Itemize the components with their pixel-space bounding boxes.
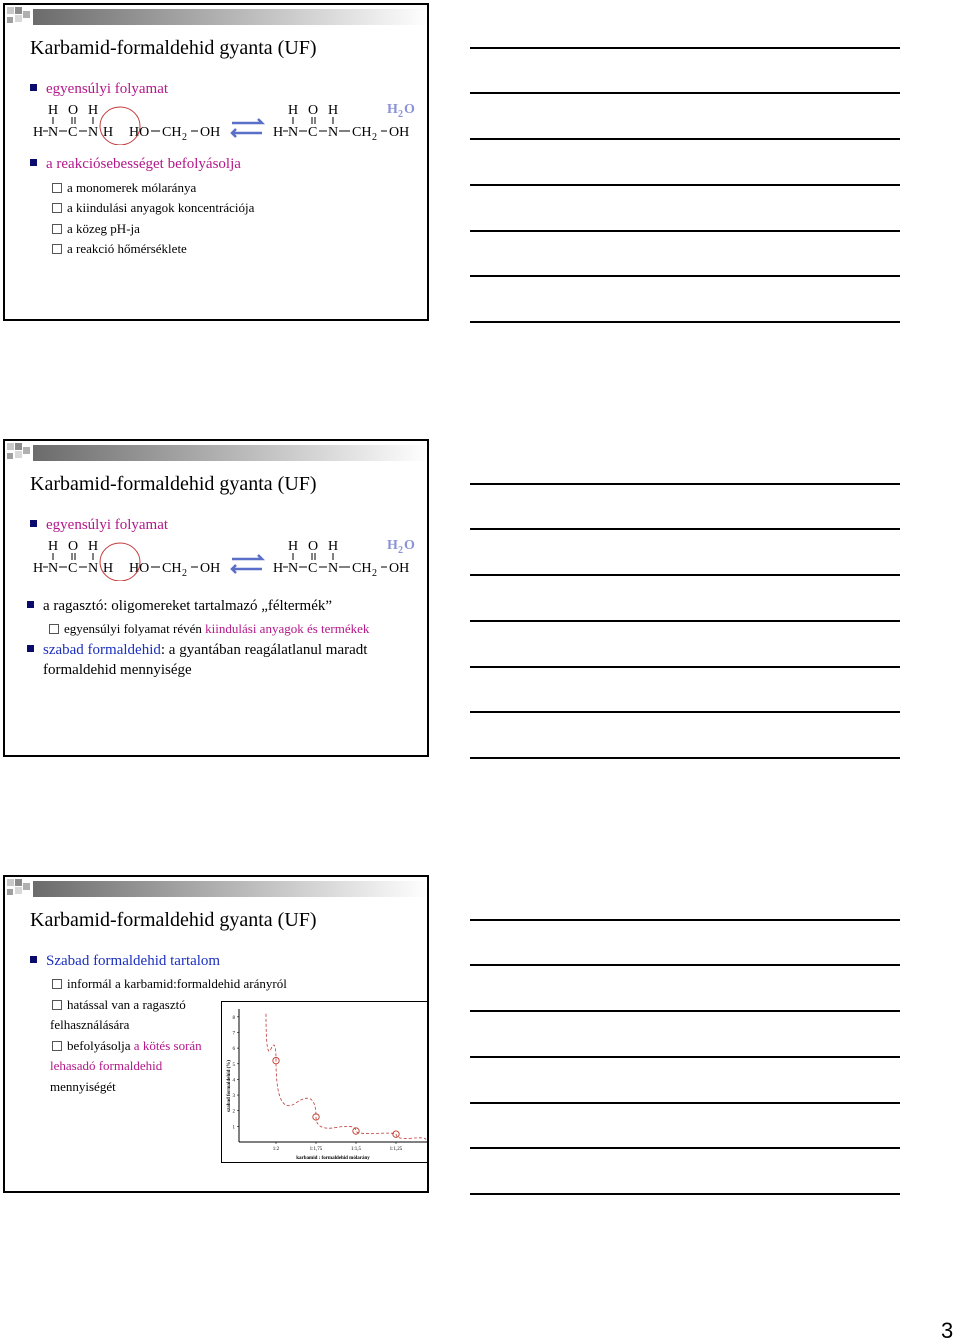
svg-text:H: H — [88, 539, 99, 554]
reaction-equation — [30, 99, 429, 145]
svg-text:N: N — [328, 125, 339, 140]
svg-text:OH: OH — [200, 561, 221, 576]
y-tick-label: 6 — [232, 1047, 235, 1053]
svg-text:H: H — [387, 102, 398, 117]
svg-text:C: C — [68, 125, 78, 140]
svg-text:2: 2 — [182, 568, 187, 579]
slide-title: Karbamid-formaldehid gyanta (UF) — [30, 909, 317, 931]
svg-text:C: C — [308, 125, 318, 140]
slide-title: Karbamid-formaldehid gyanta (UF) — [30, 473, 317, 495]
y-tick-label: 3 — [232, 1094, 235, 1100]
svg-text:H: H — [273, 125, 284, 140]
svg-text:CH: CH — [162, 125, 182, 140]
svg-text:H: H — [288, 103, 299, 118]
sub-item: egyensúlyi folyamat révén kiindulási anyagok és termékek — [49, 621, 369, 637]
svg-text:2: 2 — [398, 545, 403, 556]
svg-text:N: N — [328, 561, 339, 576]
svg-text:N: N — [48, 561, 59, 576]
svg-text:H: H — [48, 539, 59, 554]
svg-text:N: N — [88, 125, 99, 140]
svg-text:C: C — [68, 561, 78, 576]
svg-text:H: H — [33, 125, 44, 140]
x-tick-label: 1:1,25 — [389, 1147, 403, 1152]
sub-item: a kiindulási anyagok koncentrációja — [52, 200, 254, 216]
sub-continuation: lehasadó formaldehid — [50, 1058, 163, 1073]
x-tick-label: 1:2 — [272, 1147, 280, 1152]
svg-text:C: C — [308, 561, 318, 576]
svg-text:H: H — [328, 539, 339, 554]
y-tick-label: 8 — [232, 1015, 235, 1021]
svg-text:OH: OH — [389, 561, 410, 576]
svg-text:H: H — [328, 103, 339, 118]
bullet-continuation: formaldehid mennyisége — [43, 662, 192, 678]
y-tick-label: 4 — [232, 1078, 235, 1084]
svg-text:CH: CH — [352, 561, 372, 576]
svg-text:CH: CH — [352, 125, 372, 140]
svg-text:HO: HO — [129, 125, 150, 140]
svg-text:O: O — [404, 538, 415, 553]
y-tick-label: 7 — [232, 1031, 235, 1037]
svg-text:2: 2 — [372, 568, 377, 579]
svg-text:N: N — [48, 125, 59, 140]
bullet-equilibrium: egyensúlyi folyamat — [30, 81, 168, 98]
slide-header-decoration — [5, 5, 429, 27]
free-formaldehyde-chart — [221, 1001, 429, 1163]
bullet-free-formaldehyde: szabad formaldehid: a gyantában reagálatlanul maradt — [27, 642, 367, 659]
y-axis-label: szabad formaldehid (%) — [227, 1060, 232, 1112]
sub-item: hatással van a ragasztó — [52, 997, 186, 1013]
svg-text:2: 2 — [182, 132, 187, 143]
slide-2 — [3, 439, 429, 757]
x-tick-label: 1:1,75 — [309, 1147, 323, 1152]
y-tick-label: 1 — [232, 1125, 235, 1131]
svg-text:CH: CH — [162, 561, 182, 576]
svg-text:H: H — [33, 561, 44, 576]
x-axis-label: karbamid : formaldehid mólarány — [296, 1156, 370, 1161]
sub-item: befolyásolja a kötés során — [52, 1038, 202, 1054]
slide-header-decoration — [5, 877, 429, 899]
svg-text:O: O — [308, 103, 319, 118]
y-tick-label: 5 — [232, 1062, 235, 1068]
reaction-equation — [30, 535, 429, 581]
svg-text:OH: OH — [389, 125, 410, 140]
svg-text:H: H — [103, 125, 114, 140]
bullet-free-formaldehyde-content: Szabad formaldehid tartalom — [30, 953, 220, 970]
svg-text:N: N — [88, 561, 99, 576]
svg-text:2: 2 — [372, 132, 377, 143]
sub-item: a reakció hőmérséklete — [52, 241, 187, 257]
svg-text:O: O — [404, 102, 415, 117]
slide-1 — [3, 3, 429, 321]
svg-text:H: H — [103, 561, 114, 576]
sub-continuation: felhasználására — [50, 1017, 130, 1032]
y-tick-label: 2 — [232, 1109, 235, 1115]
svg-text:H: H — [288, 539, 299, 554]
bullet-reaction-rate: a reakciósebességet befolyásolja — [30, 156, 241, 173]
svg-text:H: H — [48, 103, 59, 118]
svg-text:N: N — [288, 125, 299, 140]
svg-text:OH: OH — [200, 125, 221, 140]
sub-item: informál a karbamid:formaldehid arányról — [52, 976, 287, 992]
slide-3 — [3, 875, 429, 1193]
svg-text:2: 2 — [398, 109, 403, 120]
bullet-adhesive: a ragasztó: oligomereket tartalmazó „féltermék” — [27, 598, 332, 615]
svg-text:O: O — [68, 539, 79, 554]
svg-text:H: H — [88, 103, 99, 118]
svg-text:HO: HO — [129, 561, 150, 576]
sub-item: a közeg pH-ja — [52, 221, 140, 237]
bullet-equilibrium: egyensúlyi folyamat — [30, 517, 168, 534]
sub-item: a monomerek mólaránya — [52, 180, 196, 196]
svg-text:H: H — [273, 561, 284, 576]
svg-text:O: O — [308, 539, 319, 554]
x-tick-label: 1:1,5 — [350, 1147, 362, 1152]
svg-text:H: H — [387, 538, 398, 553]
slide-title: Karbamid-formaldehid gyanta (UF) — [30, 37, 317, 59]
svg-text:N: N — [288, 561, 299, 576]
sub-continuation: mennyiségét — [50, 1079, 116, 1094]
svg-text:O: O — [68, 103, 79, 118]
slide-header-decoration — [5, 441, 429, 463]
page-number: 3 — [941, 1318, 954, 1343]
